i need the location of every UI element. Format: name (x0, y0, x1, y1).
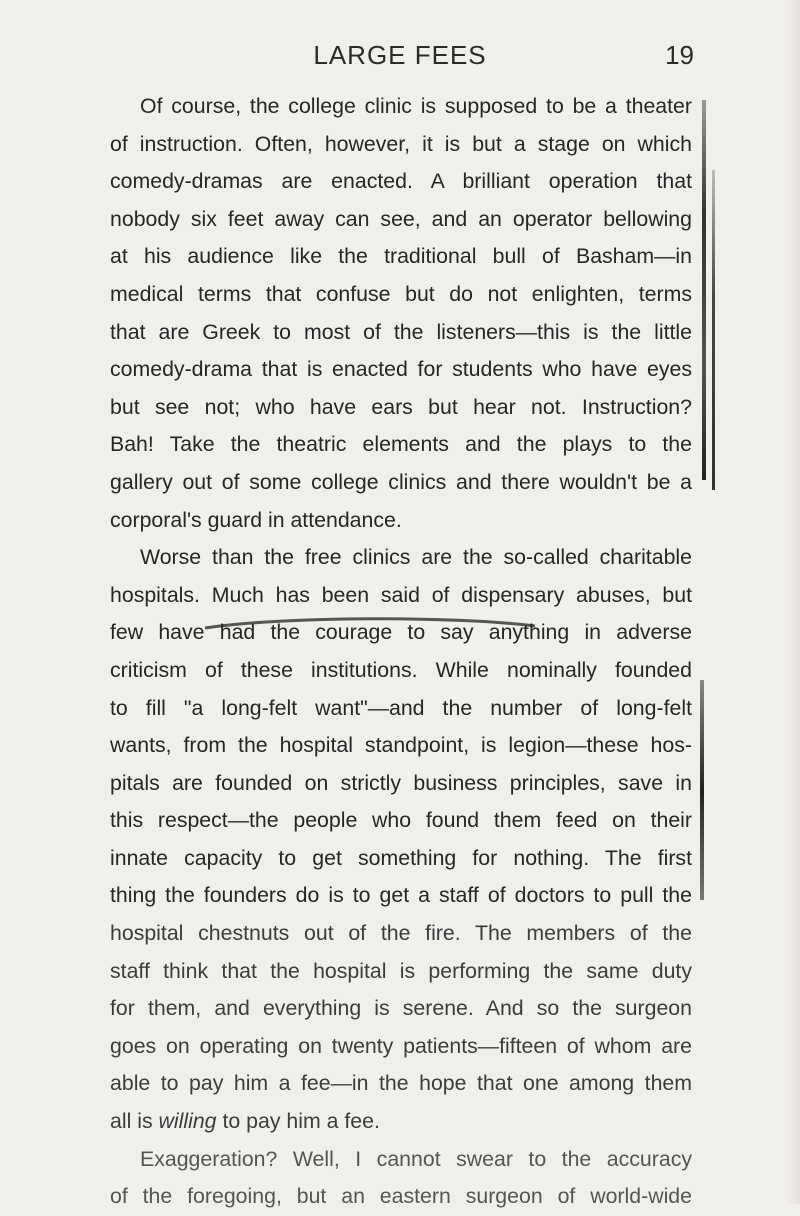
text-line: at his audience like the traditional bull of Basham—in (110, 244, 692, 269)
text-line: goes on operating on twenty patients—fifteen of whom are (110, 1033, 692, 1058)
text-line: Worse than the free clinics are the so-called charitable (140, 545, 692, 570)
text-line: medical terms that confuse but do not enlighten, terms (110, 281, 692, 306)
text-line: able to pay him a fee—in the hope that one among them (110, 1071, 692, 1096)
text-line: thing the founders do is to get a staff of doctors to pull the (110, 883, 692, 908)
text-line: pitals are founded on strictly business principles, save in (110, 770, 692, 795)
body-text (110, 88, 692, 1216)
text-line: this respect—the people who found them feed on their (110, 808, 692, 833)
text-line: innate capacity to get something for nothing. The first (110, 845, 692, 870)
text-line: corporal's guard in attendance. (110, 507, 402, 532)
page-curl-shadow (205, 612, 535, 630)
scan-mark-lower (700, 680, 704, 900)
text-line: that are Greek to most of the listeners—this is the little (110, 319, 692, 344)
page-number: 19 (665, 40, 694, 70)
text-line: hospital chestnuts out of the fire. The members of the (110, 921, 692, 946)
text-line: few have had the courage to say anything in adverse (110, 620, 692, 645)
scan-mark-upper-right (712, 170, 715, 490)
text-line (110, 1103, 692, 1141)
text-line: gallery out of some college clinics and there wouldn't be a (110, 469, 692, 494)
text-fragment: all is (110, 1109, 153, 1134)
running-title: LARGE FEES (313, 40, 487, 70)
text-fragment: to pay him a fee. (222, 1109, 380, 1134)
page-header (110, 40, 694, 80)
text-line: of the foregoing, but an eastern surgeon of world-wide (110, 1184, 692, 1209)
text-line: staff think that the hospital is performing the same duty (110, 958, 692, 983)
text-line: Of course, the college clinic is supposed to be a theater (140, 94, 692, 118)
text-line: hospitals. Much has been said of dispensary abuses, but (110, 582, 692, 607)
text-line: for them, and everything is serene. And so the surgeon (110, 996, 692, 1021)
text-line: but see not; who have ears but hear not. Instruction? (110, 394, 692, 419)
scan-mark-upper (702, 100, 706, 480)
emphasized-word: willing (158, 1109, 217, 1134)
text-line: nobody six feet away can see, and an operator bellowing (110, 206, 692, 231)
text-line: wants, from the hospital standpoint, is legion—these hos- (110, 733, 692, 758)
text-line: comedy-drama that is enacted for students who have eyes (110, 357, 692, 382)
text-line: to fill "a long-felt want"—and the number of long-felt (110, 695, 692, 720)
text-line: criticism of these institutions. While nominally founded (110, 657, 692, 682)
page-edge-shadow (786, 0, 800, 1204)
text-line: comedy-dramas are enacted. A brilliant operation that (110, 169, 692, 194)
text-line: Bah! Take the theatric elements and the plays to the (110, 432, 692, 457)
text-line: of instruction. Often, however, it is but a stage on which (110, 131, 692, 156)
text-line: Exaggeration? Well, I cannot swear to the accuracy (140, 1146, 692, 1171)
